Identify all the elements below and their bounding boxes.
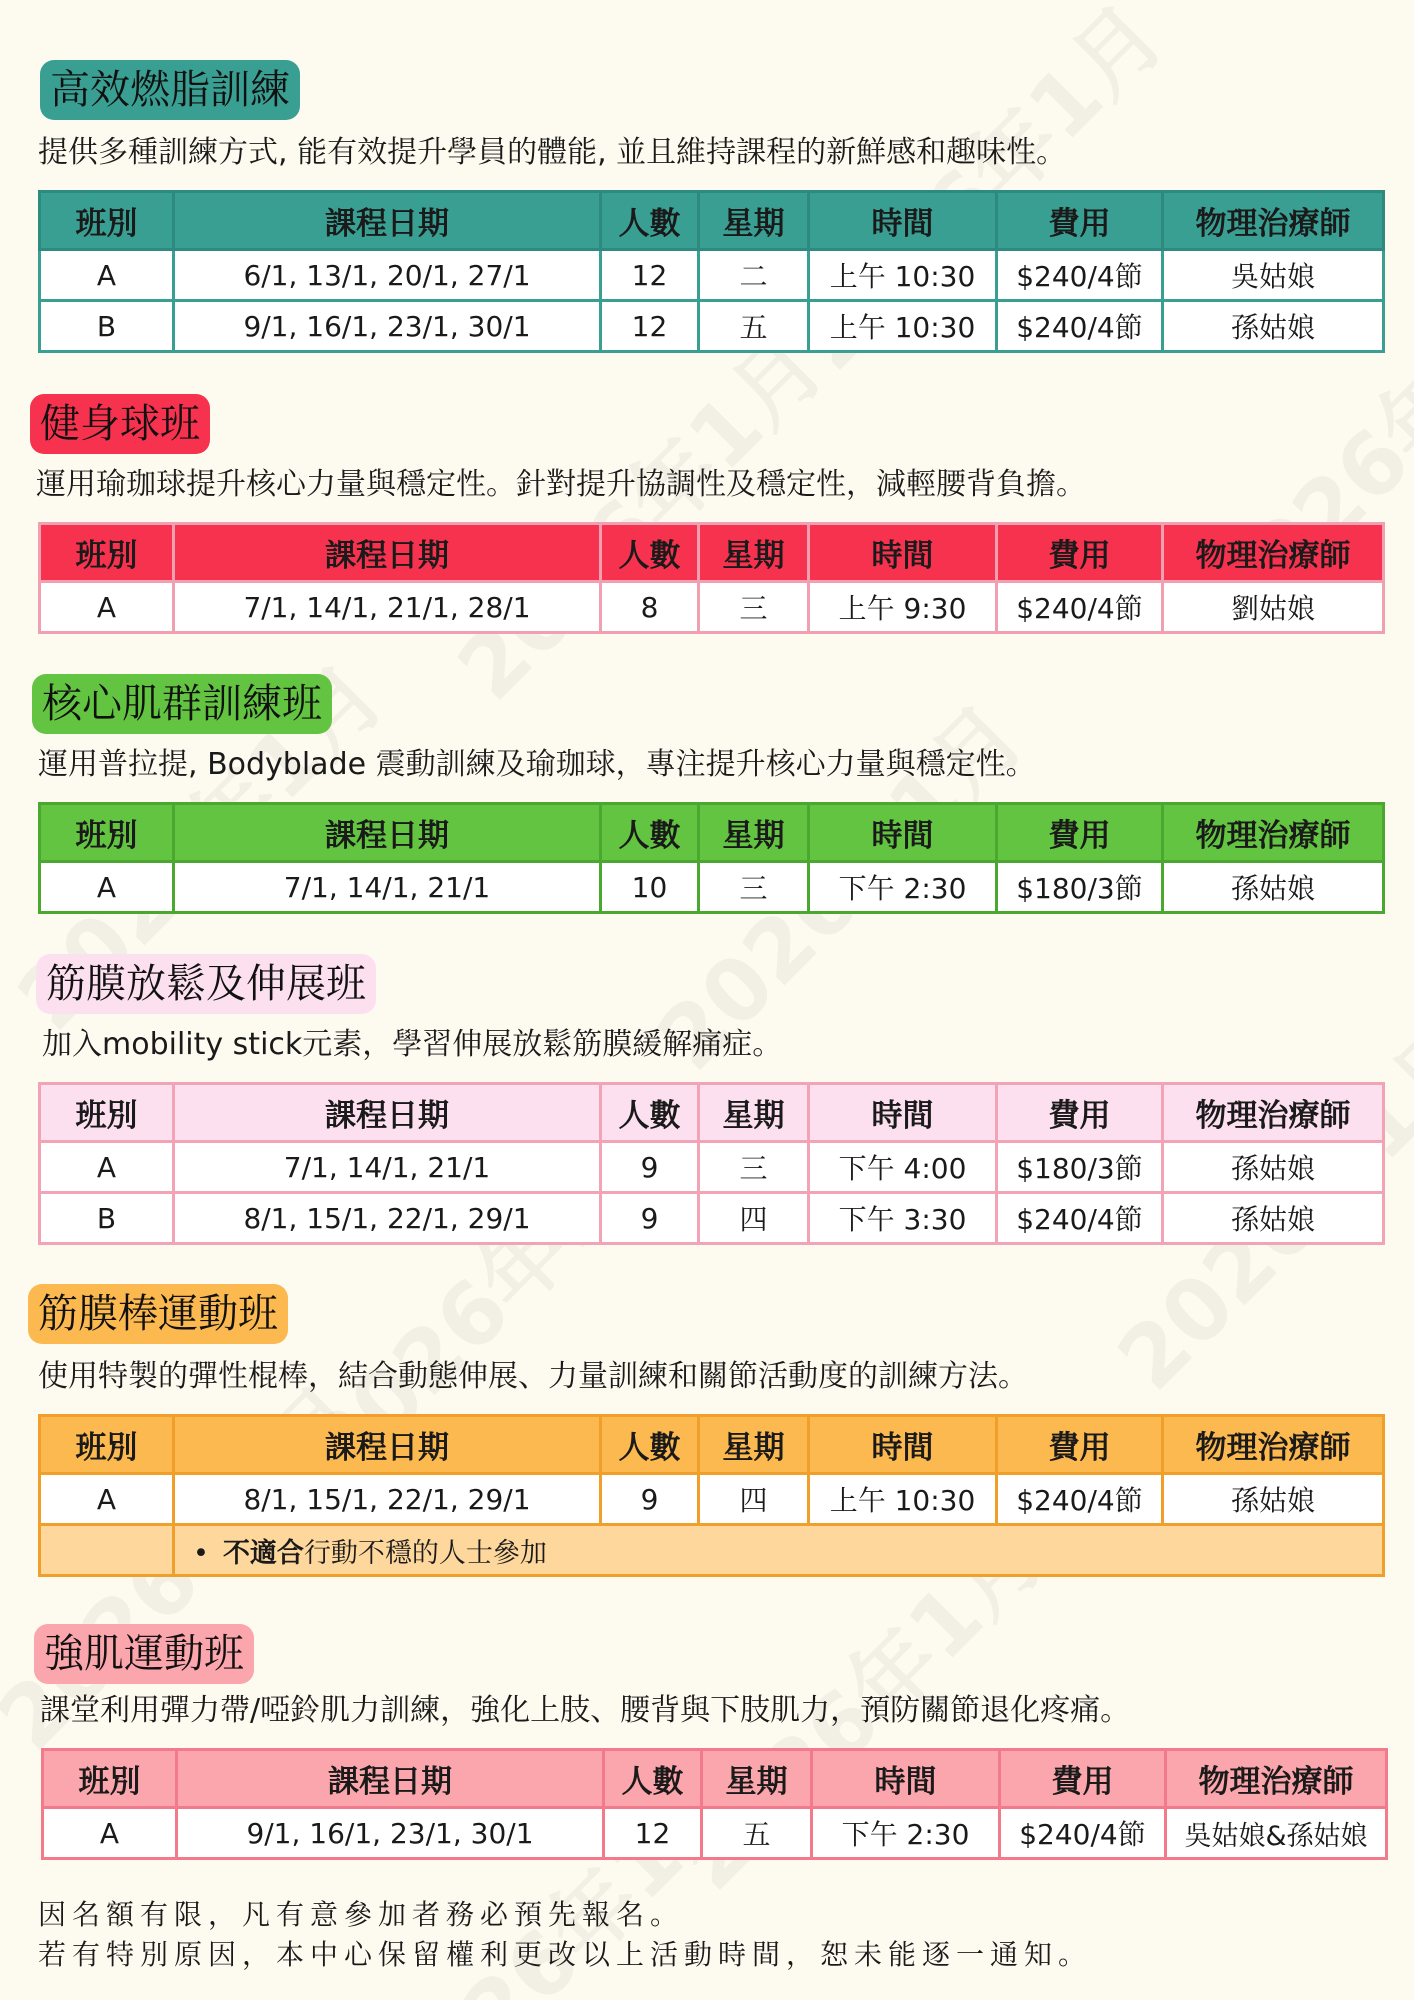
header-dates: 課程日期 (174, 1084, 601, 1142)
header-weekday: 星期 (699, 1084, 809, 1142)
table-row (43, 1808, 1387, 1859)
section-description: 使用特製的彈性棍棒，結合動態伸展、力量訓練和關節活動度的訓練方法。 (38, 1359, 1028, 1394)
header-therapist: 物理治療師 (1163, 192, 1384, 250)
cell-time: 下午 3:30 (809, 1193, 997, 1244)
table-header-row (40, 804, 1384, 862)
cell-fee: $240/4節 (997, 1474, 1163, 1525)
cell-weekday: 五 (702, 1808, 812, 1859)
header-class: 班別 (40, 1084, 174, 1142)
cell-fee: $240/4節 (1000, 1808, 1166, 1859)
course-table (38, 1414, 1385, 1577)
table-row (40, 301, 1384, 352)
cell-class: A (43, 1808, 177, 1859)
cell-weekday: 三 (699, 582, 809, 633)
header-dates: 課程日期 (174, 192, 601, 250)
header-count: 人數 (604, 1750, 702, 1808)
cell-fee: $240/4節 (997, 250, 1163, 301)
course-table (38, 522, 1385, 634)
watermark-text (425, 302, 846, 723)
cell-dates: 7/1, 14/1, 21/1 (174, 862, 601, 913)
section-description: 運用瑜珈球提升核心力量與穩定性。針對提升協調性及穩定性，減輕腰背負擔。 (36, 467, 1086, 502)
cell-therapist: 孫姑娘 (1163, 1193, 1384, 1244)
header-weekday: 星期 (699, 524, 809, 582)
header-time: 時間 (809, 524, 997, 582)
header-dates: 課程日期 (174, 524, 601, 582)
header-class: 班別 (40, 524, 174, 582)
section-title: 高效燃脂訓練 (40, 60, 300, 120)
cell-time: 下午 2:30 (812, 1808, 1000, 1859)
table-row (40, 862, 1384, 913)
table-row (40, 1193, 1384, 1244)
header-weekday: 星期 (699, 1416, 809, 1474)
cell-dates: 9/1, 16/1, 23/1, 30/1 (174, 301, 601, 352)
course-table (38, 190, 1385, 353)
cell-class: A (40, 1474, 174, 1525)
cell-count: 12 (604, 1808, 702, 1859)
cell-weekday: 四 (699, 1193, 809, 1244)
header-dates: 課程日期 (174, 1416, 601, 1474)
header-therapist: 物理治療師 (1163, 524, 1384, 582)
cell-count: 9 (601, 1474, 699, 1525)
table-header-row (43, 1750, 1387, 1808)
header-time: 時間 (809, 804, 997, 862)
section-description: 課堂利用彈力帶/啞鈴肌力訓練，強化上肢、腰背與下肢肌力，預防關節退化疼痛。 (40, 1693, 1131, 1728)
cell-weekday: 三 (699, 1142, 809, 1193)
cell-weekday: 五 (699, 301, 809, 352)
header-count: 人數 (601, 1084, 699, 1142)
cell-dates: 8/1, 15/1, 22/1, 29/1 (174, 1474, 601, 1525)
footer-line-1: 因名額有限，凡有意參加者務必預先報名。 (38, 1898, 685, 1931)
cell-weekday: 四 (699, 1474, 809, 1525)
header-weekday: 星期 (702, 1750, 812, 1808)
cell-time: 上午 10:30 (809, 250, 997, 301)
cell-dates: 9/1, 16/1, 23/1, 30/1 (177, 1808, 604, 1859)
header-weekday: 星期 (699, 804, 809, 862)
table-header-row (40, 192, 1384, 250)
section-title: 強肌運動班 (34, 1624, 254, 1684)
header-therapist: 物理治療師 (1163, 804, 1384, 862)
cell-fee: $180/3節 (997, 862, 1163, 913)
header-fee: 費用 (997, 524, 1163, 582)
note-bold: 不適合 (222, 1537, 304, 1569)
table-header-row (40, 524, 1384, 582)
header-fee: 費用 (1000, 1750, 1166, 1808)
table-header-row (40, 1084, 1384, 1142)
course-table (41, 1748, 1388, 1860)
course-table (38, 1082, 1385, 1245)
table-header-row (40, 1416, 1384, 1474)
header-time: 時間 (809, 1084, 997, 1142)
note-cell (174, 1525, 1384, 1576)
header-fee: 費用 (997, 1416, 1163, 1474)
section-title: 健身球班 (30, 394, 210, 454)
table-row (40, 1142, 1384, 1193)
cell-therapist: 吳姑娘 (1163, 250, 1384, 301)
cell-fee: $240/4節 (997, 582, 1163, 633)
header-weekday: 星期 (699, 192, 809, 250)
header-class: 班別 (40, 804, 174, 862)
section-description: 加入mobility stick元素，學習伸展放鬆筋膜緩解痛症。 (42, 1027, 783, 1062)
cell-class: A (40, 250, 174, 301)
cell-therapist: 孫姑娘 (1163, 301, 1384, 352)
course-table (38, 802, 1385, 914)
header-therapist: 物理治療師 (1166, 1750, 1387, 1808)
cell-count: 10 (601, 862, 699, 913)
cell-count: 12 (601, 301, 699, 352)
cell-dates: 6/1, 13/1, 20/1, 27/1 (174, 250, 601, 301)
cell-dates: 8/1, 15/1, 22/1, 29/1 (174, 1193, 601, 1244)
header-dates: 課程日期 (177, 1750, 604, 1808)
header-time: 時間 (812, 1750, 1000, 1808)
table-row (40, 582, 1384, 633)
header-therapist: 物理治療師 (1163, 1416, 1384, 1474)
header-class: 班別 (40, 192, 174, 250)
note-spacer-cell (40, 1525, 174, 1576)
footer-line-2: 若有特別原因，本中心保留權利更改以上活動時間，恕未能逐一通知。 (38, 1938, 1093, 1971)
header-count: 人數 (601, 192, 699, 250)
cell-class: B (40, 301, 174, 352)
cell-dates: 7/1, 14/1, 21/1 (174, 1142, 601, 1193)
cell-count: 9 (601, 1142, 699, 1193)
cell-count: 12 (601, 250, 699, 301)
cell-time: 上午 10:30 (809, 1474, 997, 1525)
cell-therapist: 劉姑娘 (1163, 582, 1384, 633)
cell-time: 上午 10:30 (809, 301, 997, 352)
header-count: 人數 (601, 1416, 699, 1474)
section-description: 運用普拉提, Bodyblade 震動訓練及瑜珈球，專注提升核心力量與穩定性。 (38, 747, 1036, 782)
table-row (40, 250, 1384, 301)
cell-fee: $240/4節 (997, 1193, 1163, 1244)
cell-count: 9 (601, 1193, 699, 1244)
header-class: 班別 (43, 1750, 177, 1808)
table-row (40, 1474, 1384, 1525)
section-title: 筋膜棒運動班 (28, 1284, 288, 1344)
cell-therapist: 孫姑娘 (1163, 1142, 1384, 1193)
cell-class: A (40, 1142, 174, 1193)
cell-class: B (40, 1193, 174, 1244)
header-fee: 費用 (997, 192, 1163, 250)
header-count: 人數 (601, 804, 699, 862)
header-fee: 費用 (997, 1084, 1163, 1142)
section-description: 提供多種訓練方式, 能有效提升學員的體能, 並且維持課程的新鮮感和趣味性。 (38, 135, 1067, 170)
cell-class: A (40, 582, 174, 633)
cell-therapist: 孫姑娘 (1163, 1474, 1384, 1525)
cell-time: 下午 2:30 (809, 862, 997, 913)
section-title: 核心肌群訓練班 (32, 674, 332, 734)
header-time: 時間 (809, 192, 997, 250)
header-dates: 課程日期 (174, 804, 601, 862)
header-class: 班別 (40, 1416, 174, 1474)
cell-time: 上午 9:30 (809, 582, 997, 633)
cell-therapist: 吳姑娘&孫姑娘 (1166, 1808, 1387, 1859)
cell-time: 下午 4:00 (809, 1142, 997, 1193)
table-note-row (40, 1525, 1384, 1576)
header-fee: 費用 (997, 804, 1163, 862)
note-text: 行動不穩的人士參加 (303, 1537, 547, 1569)
cell-dates: 7/1, 14/1, 21/1, 28/1 (174, 582, 601, 633)
cell-class: A (40, 862, 174, 913)
cell-weekday: 三 (699, 862, 809, 913)
header-count: 人數 (601, 524, 699, 582)
header-therapist: 物理治療師 (1163, 1084, 1384, 1142)
cell-count: 8 (601, 582, 699, 633)
cell-fee: $180/3節 (997, 1142, 1163, 1193)
cell-fee: $240/4節 (997, 301, 1163, 352)
bullet-icon: • (193, 1537, 209, 1569)
cell-weekday: 二 (699, 250, 809, 301)
section-title: 筋膜放鬆及伸展班 (36, 954, 376, 1014)
cell-therapist: 孫姑娘 (1163, 862, 1384, 913)
header-time: 時間 (809, 1416, 997, 1474)
footer-notice (38, 1895, 1092, 1975)
